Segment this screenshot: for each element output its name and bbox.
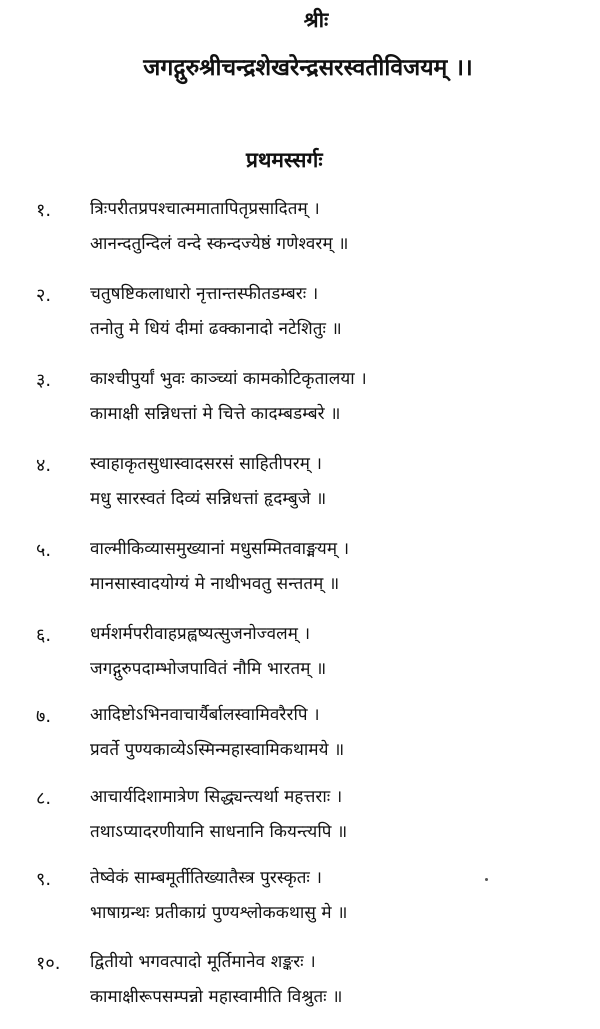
verse-number: २.	[36, 285, 52, 306]
verse	[0, 865, 600, 945]
verse	[0, 196, 600, 276]
verse-number: ४.	[36, 455, 52, 476]
verse-number: ९.	[36, 869, 52, 890]
verse	[0, 366, 600, 446]
verse-line-2: प्रवर्ते पुण्यकाव्येऽस्मिन्महास्वामिकथामये ॥	[90, 740, 345, 760]
verse-line-2: कामाक्षीरूपसम्पन्नो महास्वामीति विश्रुतः ॥	[90, 987, 343, 1007]
verse-line-2: कामाक्षी सन्निधत्तां मे चित्ते कादम्बडम्बरे ॥	[90, 404, 341, 424]
verse-line-2: भाषाग्रन्थः प्रतीकाग्रं पुण्यश्लोककथासु मे ॥	[90, 903, 348, 923]
verse-number: ३.	[36, 370, 52, 391]
verse-line-1: त्रिःपरीतप्रपश्चात्ममातापितृप्रसादितम् ।	[90, 199, 320, 219]
verse	[0, 621, 600, 701]
verse-number: ७.	[36, 706, 52, 727]
verse-line-1: आचार्यदिशामात्रेण सिद्ध्यन्त्यर्था महत्तराः ।	[90, 787, 343, 807]
verse-number: १०.	[36, 953, 61, 974]
verse-line-2: तनोतु मे धियं दीमां ढक्कानादो नटेशितुः ॥	[90, 319, 342, 339]
verse-line-1: स्वाहाकृतसुधास्वादसरसं साहितीपरम् ।	[90, 454, 323, 474]
verse-number: ६.	[36, 625, 52, 646]
verse-line-1: द्वितीयो भगवत्पादो मूर्तिमानेव शङ्करः ।	[90, 952, 316, 972]
verse-line-2: मधु सारस्वतं दिव्यं सन्निधत्तां हृदम्बुजे ॥	[90, 489, 327, 509]
verse-line-1: काश्चीपुर्यां भुवः काञ्च्यां कामकोटिकृतालया ।	[90, 369, 367, 389]
verse-line-2: तथाऽप्यादरणीयानि साधनानि कियन्त्यपि ॥	[90, 822, 348, 842]
verse-line-1: आदिष्टोऽभिनवाचार्यैर्बालस्वामिवरैरपि ।	[90, 705, 320, 725]
verse-number: ५.	[36, 540, 52, 561]
scan-speck	[485, 878, 488, 881]
verse	[0, 536, 600, 616]
verse-number: ८.	[36, 788, 52, 809]
verse-line-1: चतुषष्टिकलाधारो नृत्तान्तस्फीतडम्बरः ।	[90, 284, 319, 304]
verse-number: १.	[36, 200, 52, 221]
invocation-mark: श्रीः	[303, 8, 329, 32]
verse-line-1: तेष्वेकं साम्बमूर्तीतिख्यातैस्त्र पुरस्कृतः ।	[90, 868, 323, 888]
verse	[0, 949, 600, 1029]
verse-line-2: जगद्गुरुपदाम्भोजपावितं नौमि भारतम् ॥	[90, 659, 327, 679]
verse-line-2: मानसास्वादयोग्यं मे नाथीभवतु सन्ततम् ॥	[90, 574, 340, 594]
verse-line-1: धर्मशर्मपरीवाहप्रह्वष्यत्सुजनोज्वलम् ।	[90, 624, 311, 644]
verse	[0, 784, 600, 864]
verse-line-2: आनन्दतुन्दिलं वन्दे स्कन्दज्येष्ठं गणेश्वरम् ॥	[90, 234, 349, 254]
verse-line-1: वाल्मीकिव्यासमुख्यानां मधुसम्मितवाङ्मयम् ।	[90, 539, 350, 559]
verse	[0, 451, 600, 531]
verse	[0, 281, 600, 361]
book-title: जगद्गुरुश्रीचन्द्रशेखरेन्द्रसरस्वतीविजयम् ।।	[143, 55, 473, 81]
section-title: प्रथमस्सर्गः	[246, 148, 323, 172]
verse	[0, 702, 600, 782]
